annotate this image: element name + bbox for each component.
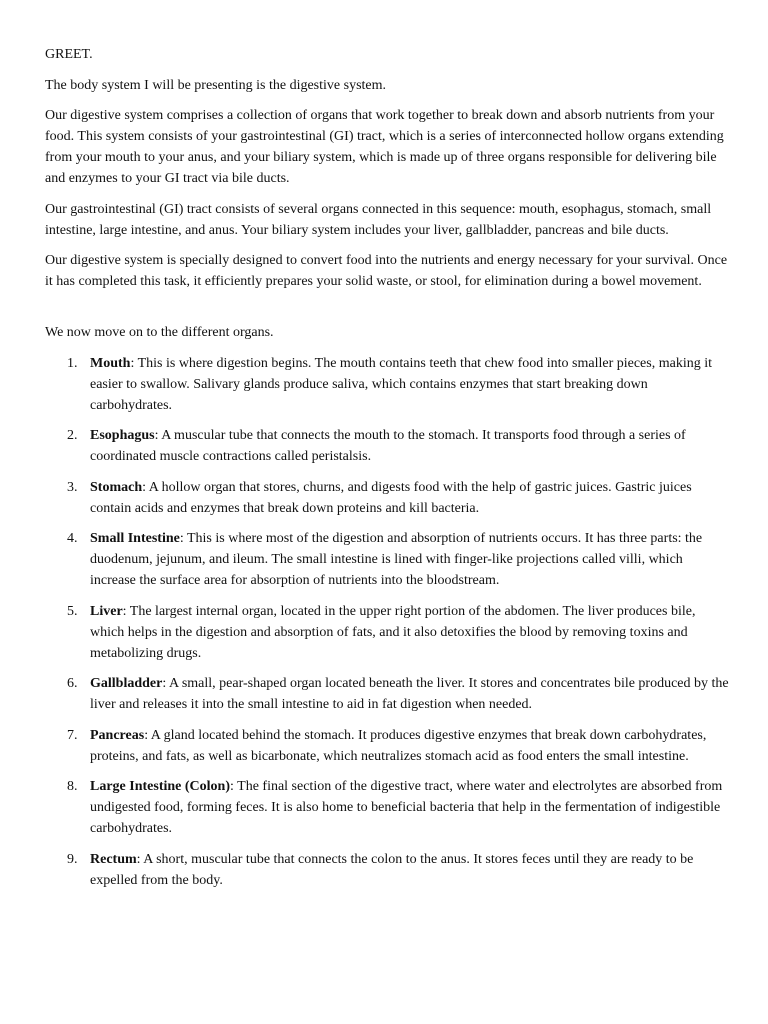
document-page [45,44,730,900]
organ-description: : A hollow organ that stores, churns, and digests food with the help of gastric juices. Gastric juices contain acids and enzymes that break down proteins and kill bacteria. [90,479,692,516]
list-number: 1. [67,355,78,371]
organ-name: Small Intestine [90,531,180,546]
paragraph-gi-tract: Our gastrointestinal (GI) tract consists of several organs connected in this sequence: mouth, esophagus, stomach, small intestine, large intestine, and anus. Your biliary system includes your liver, gallbladder, pancreas and bile ducts. [45,201,712,238]
organ-name: Mouth [90,355,131,371]
organ-name: Gallbladder [90,676,163,691]
paragraph-overview: Our digestive system comprises a collection of organs that work together to break down and absorb nutrients from your food. This system consists of your gastrointestinal (GI) tract, which is a series of interconnected hollow organs extending from your mouth to your anus, and your biliary system, which is made up of three organs responsible for delivering bile and enzymes to your GI tract via bile ducts. [45,108,724,186]
list-item [45,425,730,467]
organ-description: : A muscular tube that connects the mouth to the stomach. It transports food through a series of coordinated muscle contractions called peristalsis. [90,428,686,464]
list-item [45,477,730,519]
organ-description: : This is where digestion begins. The mouth contains teeth that chew food into smaller pieces, making it easier to swallow. Salivary glands produce saliva, which contains enzymes that start breaking down carbohydrates. [90,355,712,413]
organ-name: Liver [90,603,123,619]
organ-list [45,353,730,891]
list-number: 2. [67,428,78,443]
list-item [45,776,730,839]
organ-description: : This is where most of the digestion and absorption of nutrients occurs. It has three parts: the duodenum, jejunum, and ileum. The small intestine is lined with finger-like projections called villi, which increase the surface area for absorption of nutrients into the bloodstream. [90,531,703,588]
organ-description: : A small, pear-shaped organ located beneath the liver. It stores and concentrates bile produced by the liver and releases it into the small intestine to aid in fat digestion when needed. [90,676,729,712]
list-item [45,353,730,416]
list-number: 9. [67,851,78,867]
list-number: 7. [67,727,78,743]
list-number: 6. [67,676,78,691]
organ-description: : The final section of the digestive tract, where water and electrolytes are absorbed from undigested food, forming feces. It is also home to beneficial bacteria that help in the fermentation of indigestible carbohydrates. [90,779,723,836]
list-number: 3. [67,479,78,495]
list-item [45,528,730,591]
list-number: 5. [67,603,78,619]
list-item [45,673,730,715]
organ-name: Large Intestine (Colon) [90,779,230,794]
organ-description: : The largest internal organ, located in the upper right portion of the abdomen. The liver produces bile, which helps in the digestion and absorption of fats, and it also detoxifies the blood by removing toxins and metabolizing drugs. [90,603,696,661]
transition-sentence: We now move on to the different organs. [45,325,274,340]
list-number: 8. [67,779,78,794]
paragraph-purpose: Our digestive system is specially designed to convert food into the nutrients and energy necessary for your survival. Once it has completed this task, it efficiently prepares your solid waste, or stool, for elimination during a bowel movement. [45,253,728,289]
list-item [45,601,730,664]
organ-description: : A short, muscular tube that connects the colon to the anus. It stores feces until they are ready to be expelled from the body. [90,851,694,888]
intro-sentence: The body system I will be presenting is the digestive system. [45,77,387,93]
organ-name: Stomach [90,479,143,495]
list-item [45,849,730,891]
list-item [45,725,730,767]
organ-description: : A gland located behind the stomach. It produces digestive enzymes that break down carbohydrates, proteins, and fats, as well as bicarbonate, which neutralizes stomach acid as food enters the small intestine. [90,727,707,764]
list-number: 4. [67,531,78,546]
organ-name: Esophagus [90,428,155,443]
greeting: GREET. [45,47,93,62]
organ-name: Rectum [90,851,137,867]
organ-name: Pancreas [90,727,145,743]
